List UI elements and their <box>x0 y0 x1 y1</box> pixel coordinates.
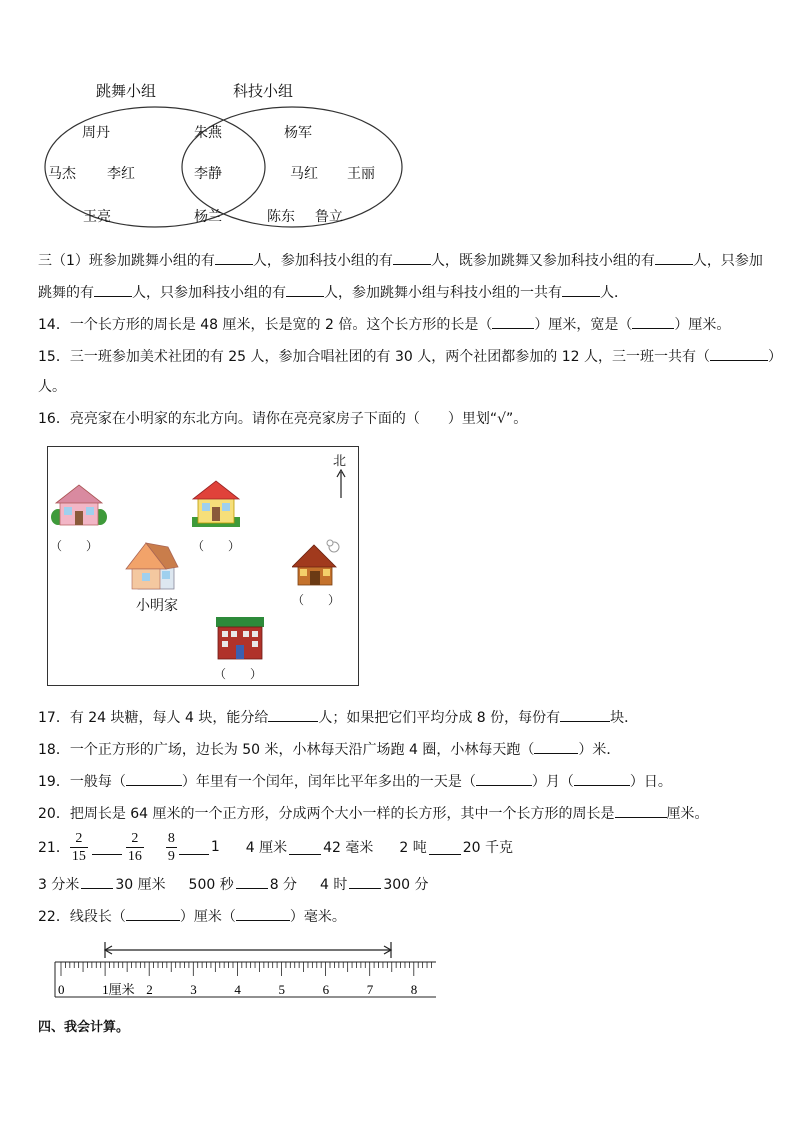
q13-text: 人，参加科技小组的有 <box>252 253 393 269</box>
q13-text: 人，参加跳舞小组与科技小组的一共有 <box>324 285 562 301</box>
q17-text: 人；如果把它们平均分成 8 份，每份有 <box>318 710 561 726</box>
q21-value: 4 时 <box>319 877 348 893</box>
ruler-tick-label: 5 <box>278 982 285 997</box>
q14-text: ）厘米，宽是（ <box>534 317 633 333</box>
answer-blank[interactable] <box>236 906 290 921</box>
question-13-line-2 <box>38 282 628 302</box>
question-22 <box>38 906 346 926</box>
q15-text: ） <box>767 349 782 365</box>
q21-value: 4 厘米 <box>245 840 288 856</box>
answer-paren[interactable]: （ ） <box>292 593 341 607</box>
answer-blank[interactable] <box>94 282 132 297</box>
q21-value: 42 毫米 <box>323 840 374 856</box>
answer-blank[interactable] <box>560 707 610 722</box>
compare-blank[interactable] <box>289 840 321 855</box>
compare-blank[interactable] <box>81 874 113 889</box>
ruler-tick-label: 7 <box>366 982 374 997</box>
question-18 <box>38 739 620 759</box>
q14-text: ）厘米。 <box>674 317 731 333</box>
answer-paren[interactable]: （ ） <box>192 539 241 553</box>
q13-text: 人． <box>600 285 628 301</box>
fraction-numerator: 2 <box>70 830 88 848</box>
question-16: 16．亮亮家在小明家的东北方向。请你在亮亮家房子下面的（ ）里划“√”。 <box>38 411 528 427</box>
question-19 <box>38 771 672 791</box>
ruler-tick-label: 6 <box>322 982 330 997</box>
answer-blank[interactable] <box>286 282 324 297</box>
xiaoming-label: 小明家 <box>136 598 178 614</box>
answer-blank[interactable] <box>476 771 532 786</box>
answer-blank[interactable] <box>126 771 182 786</box>
q13-text: 人，只参加科技小组的有 <box>132 285 286 301</box>
ruler-graphic <box>50 936 442 1002</box>
compare-blank[interactable] <box>92 840 122 855</box>
yellow-house-icon <box>192 479 240 529</box>
venn-name: 朱燕 <box>194 125 222 141</box>
fraction <box>70 830 88 865</box>
answer-blank[interactable] <box>574 771 630 786</box>
answer-blank[interactable] <box>393 250 431 265</box>
venn-left-title: 跳舞小组 <box>96 82 157 100</box>
venn-name: 杨兰 <box>194 209 222 225</box>
venn-name: 马红 <box>290 166 318 182</box>
q22-text: 22．线段长（ <box>38 909 126 925</box>
fraction-denominator: 16 <box>127 848 142 864</box>
q21-value: 3 分米 <box>38 877 80 893</box>
venn-name: 周丹 <box>82 125 110 141</box>
answer-blank[interactable] <box>655 250 693 265</box>
q21-value: 2 吨 <box>399 840 427 856</box>
section-4-title: 四、我会计算。 <box>38 1020 130 1035</box>
q21-value: 8 分 <box>269 877 298 893</box>
q19-text: 19．一般每（ <box>38 774 126 790</box>
venn-name: 鲁立 <box>315 209 343 225</box>
q21-number: 21． <box>38 840 70 856</box>
venn-name: 杨军 <box>284 125 312 141</box>
q13-text: 人，既参加跳舞又参加科技小组的有 <box>430 253 655 269</box>
answer-paren[interactable]: （ ） <box>214 667 263 681</box>
answer-blank[interactable] <box>534 739 578 754</box>
q19-text: ）年里有一个闰年，闰年比平年多出的一天是（ <box>181 774 476 790</box>
fraction <box>166 830 177 865</box>
compare-blank[interactable] <box>429 840 461 855</box>
fraction-numerator: 2 <box>126 830 144 848</box>
q22-text: ）毫米。 <box>289 909 346 925</box>
ruler-tick-label: 1厘米 <box>102 982 135 997</box>
question-21-line-1 <box>38 827 513 867</box>
venn-right-title: 科技小组 <box>233 82 294 100</box>
answer-blank[interactable] <box>632 314 674 329</box>
q21-value: 1 <box>210 839 220 855</box>
ruler-tick-label: 8 <box>410 982 418 997</box>
ruler-tick-label: 3 <box>190 982 197 997</box>
north-label: 北 <box>333 454 347 469</box>
answer-blank[interactable] <box>562 282 600 297</box>
q20-text: 20．把周长是 64 厘米的一个正方形，分成两个大小一样的长方形，其中一个长方形的周长是 <box>38 806 615 822</box>
brick-building-icon <box>214 617 266 661</box>
answer-blank[interactable] <box>615 803 667 818</box>
pink-house-icon <box>50 481 108 527</box>
question-15 <box>38 346 782 366</box>
answer-blank[interactable] <box>710 346 768 361</box>
answer-blank[interactable] <box>215 250 253 265</box>
q14-text: 14．一个长方形的周长是 48 厘米，长是宽的 2 倍。这个长方形的长是（ <box>38 317 493 333</box>
q18-text: 18．一个正方形的广场，边长为 50 米，小林每天沿广场跑 4 圈，小林每天跑（ <box>38 742 535 758</box>
venn-name: 李红 <box>107 166 135 182</box>
fraction-denominator: 15 <box>71 848 86 864</box>
q19-text: ）月（ <box>531 774 574 790</box>
q17-text: 17．有 24 块糖，每人 4 块，能分给 <box>38 710 269 726</box>
q22-text: ）厘米（ <box>179 909 236 925</box>
q15-text: 15．三一班参加美术社团的有 25 人，参加合唱社团的有 30 人，两个社团都参加的 12 人，三一班一共有（ <box>38 349 710 365</box>
ruler-tick-label: 0 <box>58 982 65 997</box>
q21-value: 30 厘米 <box>115 877 166 893</box>
north-arrow-icon <box>335 469 347 499</box>
answer-blank[interactable] <box>268 707 318 722</box>
q13-text: 跳舞的有 <box>38 285 94 301</box>
q19-text: ）日。 <box>629 774 672 790</box>
fraction-numerator: 8 <box>167 830 175 846</box>
q13-text: 三（1）班参加跳舞小组的有 <box>38 253 215 269</box>
ruler-tick-label: 2 <box>146 982 153 997</box>
compare-blank[interactable] <box>349 874 381 889</box>
answer-paren[interactable]: （ ） <box>50 539 99 553</box>
q13-text: 人，只参加 <box>692 253 763 269</box>
venn-name: 王丽 <box>347 166 375 182</box>
map-box <box>47 446 359 686</box>
xiaoming-house-icon <box>124 539 180 591</box>
question-20 <box>38 803 709 823</box>
q21-value: 500 秒 <box>188 877 234 893</box>
q21-value: 300 分 <box>383 877 429 893</box>
venn-name: 李静 <box>194 166 222 182</box>
answer-blank[interactable] <box>126 906 180 921</box>
venn-name: 马杰 <box>48 166 76 182</box>
answer-blank[interactable] <box>492 314 534 329</box>
venn-name: 王亮 <box>83 209 111 225</box>
question-15-line-2: 人。 <box>38 379 66 395</box>
compare-blank[interactable] <box>236 874 268 889</box>
venn-name: 陈东 <box>267 209 295 225</box>
ruler-tick-label: 4 <box>234 982 241 997</box>
q18-text: ）米． <box>578 742 621 758</box>
question-14 <box>38 314 730 334</box>
fraction-denominator: 9 <box>167 848 175 864</box>
question-17 <box>38 707 638 727</box>
compare-blank[interactable] <box>179 840 209 855</box>
fraction <box>126 830 144 865</box>
question-13-line-1 <box>38 250 763 270</box>
q20-text: 厘米。 <box>666 806 709 822</box>
cabin-house-icon <box>292 539 342 589</box>
question-21-line-2 <box>38 874 429 894</box>
q17-text: 块． <box>610 710 639 726</box>
q21-value: 20 千克 <box>462 840 513 856</box>
